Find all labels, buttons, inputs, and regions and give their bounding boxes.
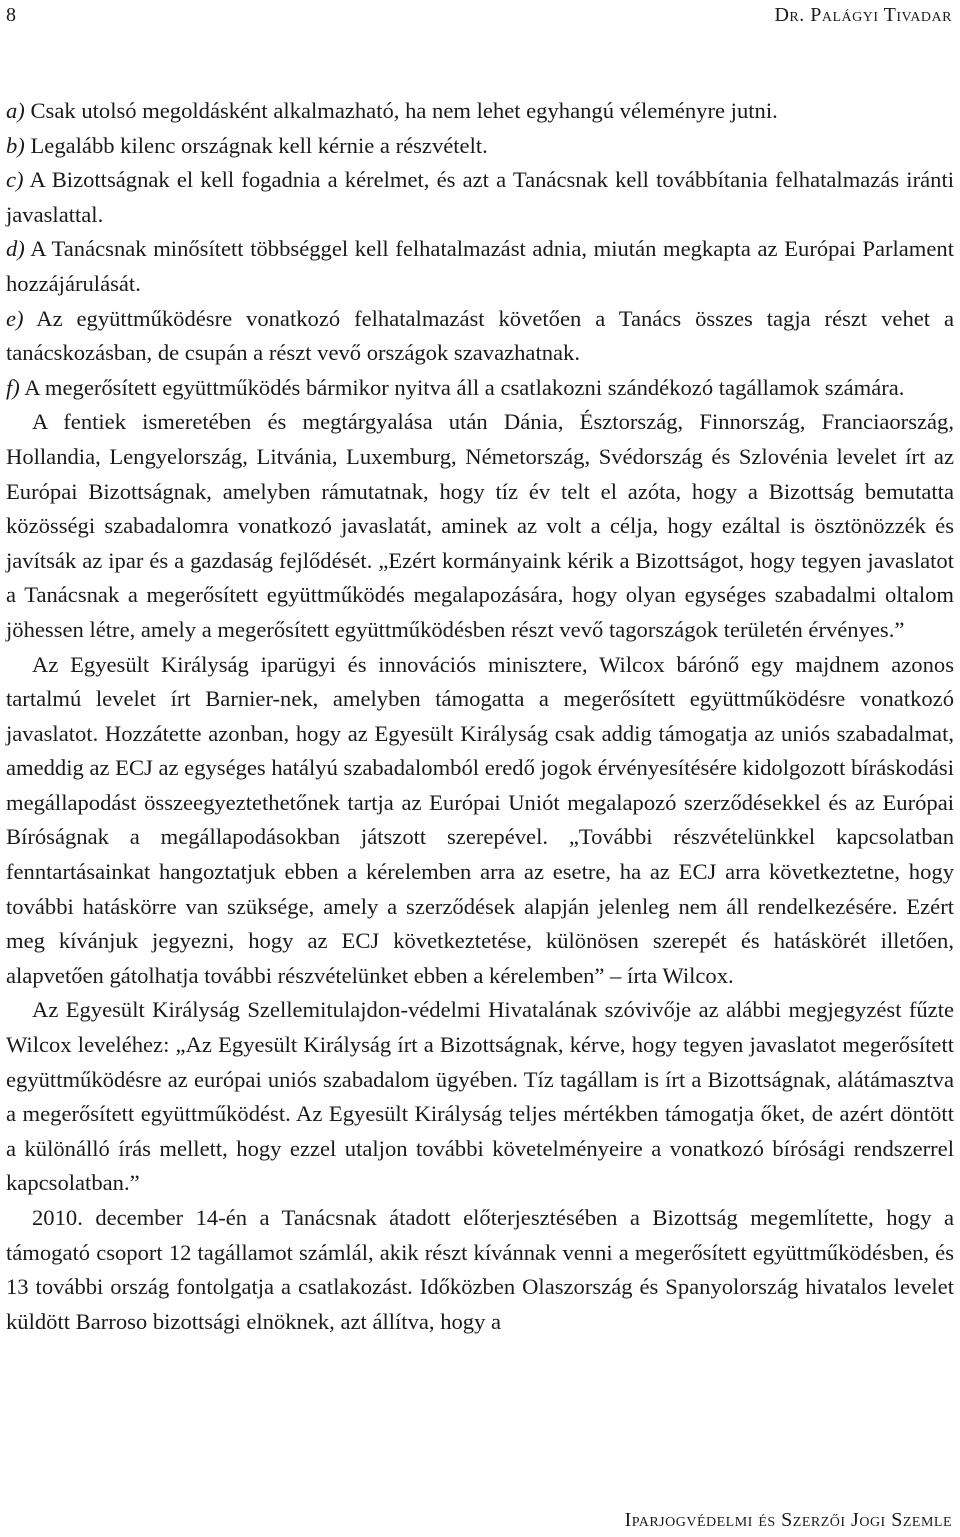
list-marker: e) <box>6 305 24 331</box>
list-item-a <box>6 94 954 129</box>
running-footer: Iparjogvédelmi és Szerzői Jogi Szemle <box>624 1509 952 1531</box>
list-item-text: A Tanácsnak minősített többséggel kell felhatalmazást adnia, miután megkapta az Európai Parlament hozzájárulását. <box>6 236 954 296</box>
page-number: 8 <box>6 4 16 26</box>
list-item-c <box>6 163 954 232</box>
paragraph: A fentiek ismeretében és megtárgyalása után Dánia, Észtország, Finnország, Franciaország, Hollandia, Lengyelország, Litvánia, Luxemburg, Németország, Svédország és Szlovénia levelet írt az Európai Bizottságnak, amelyben rámutatnak, hogy tíz év telt el azóta, hogy a Bizottság bemutatta közösségi szabadalomra vonatkozó javaslatát, aminek az volt a célja, hogy ezáltal is ösztönözzék és javítsák az ipar és a gazdaság fejlődését. „Ezért kormányaink kérik a Bizottságot, hogy tegyen javaslatot a Tanácsnak a megerősített együttműködés megalapozására, hogy olyan egységes szabadalmi oltalom jöhessen létre, amely a megerősített együttműködésben részt vevő tagországok területén érvényes.” <box>6 409 954 642</box>
list-item-d <box>6 232 954 301</box>
list-item-text: Csak utolsó megoldásként alkalmazható, ha nem lehet egyhangú véleményre jutni. <box>30 98 778 123</box>
list-item-text: A megerősített együttműködés bármikor nyitva áll a csatlakozni szándékozó tagállamok számára. <box>24 374 905 400</box>
body-text <box>6 94 954 1339</box>
list-marker: f) <box>6 374 20 400</box>
list-item-text: Az együttműködésre vonatkozó felhatalmazást követően a Tanács összes tagja részt vehet a tanácskozásban, de csupán a részt vevő országok szavazhatnak. <box>6 305 955 366</box>
running-title: Dr. Palágyi Tivadar <box>774 4 952 26</box>
running-head <box>6 2 952 28</box>
paragraph: 2010. december 14-én a Tanácsnak átadott előterjesztésében a Bizottság megemlítette, hogy a támogató csoport 12 tagállamot számlál, akik részt kívánnak venni a megerősített együttműködésben, és 13 további ország fontolgatja a csatlakozást. Időközben Olaszország és Spanyolország hivatalos levelet küldött Barroso bizottsági elnöknek, azt állítva, hogy a <box>6 1205 954 1334</box>
list-marker: b) <box>6 132 25 158</box>
list-marker: c) <box>6 167 24 193</box>
list-marker: a) <box>6 98 25 123</box>
list-item-text: Legalább kilenc országnak kell kérnie a részvételt. <box>30 132 488 158</box>
list-item-b <box>6 129 954 164</box>
paragraph: Az Egyesült Királyság iparügyi és innovációs minisztere, Wilcox bárónő egy majdnem azonos tartalmú levelet írt Barnier-nek, amelyben támogatta a megerősített együttműködésre vonatkozó javaslatot. Hozzátette azonban, hogy az Egyesült Királyság csak addig támogatja az uniós szabadalmat, ameddig az ECJ az egységes hatályú szabadalomból eredő jogok érvényesítésére kidolgozott bíráskodási megállapodást összeegyeztethetőnek tartja az Európai Uniót megalapozó szerződésekkel és az Európai Bíróságnak a megállapodásokban játszott szerepével. „További részvételünkkel kapcsolatban fenntartásainkat hangoztatjuk ebben a kérelemben arra az esetre, ha az ECJ arra következtetne, hogy további hatáskörre van szüksége, amely a szerződések alapján jelenleg nem áll rendelkezésére. Ezért meg kívánjuk jegyezni, hogy az ECJ következtetése, különösen szerepét és hatáskörét illetően, alapvetően gátolhatja további részvételünket ebben a kérelemben” – írta Wilcox. <box>6 651 954 988</box>
list-item-f <box>6 371 954 406</box>
list-item-e <box>6 302 954 371</box>
list-marker: d) <box>6 236 25 262</box>
paragraph: Az Egyesült Királyság Szellemitulajdon-védelmi Hivatalának szóvivője az alábbi megjegyzést fűzte Wilcox leveléhez: „Az Egyesült Királyság írt a Bizottságnak, kérve, hogy tegyen javaslatot megerősített együttműködésre az európai uniós szabadalom ügyében. Tíz tagállam is írt a Bizottságnak, alátámasztva a megerősített együttműködést. Az Egyesült Királyság teljes mértékben támogatja őket, de azért döntött a különálló írás mellett, hogy ezzel utaljon további követelményeire a vonatkozó bírósági rendszerrel kapcsolatban.” <box>6 997 954 1196</box>
list-item-text: A Bizottságnak el kell fogadnia a kérelmet, és azt a Tanácsnak kell továbbítania felhatalmazás iránti javaslattal. <box>6 167 954 227</box>
